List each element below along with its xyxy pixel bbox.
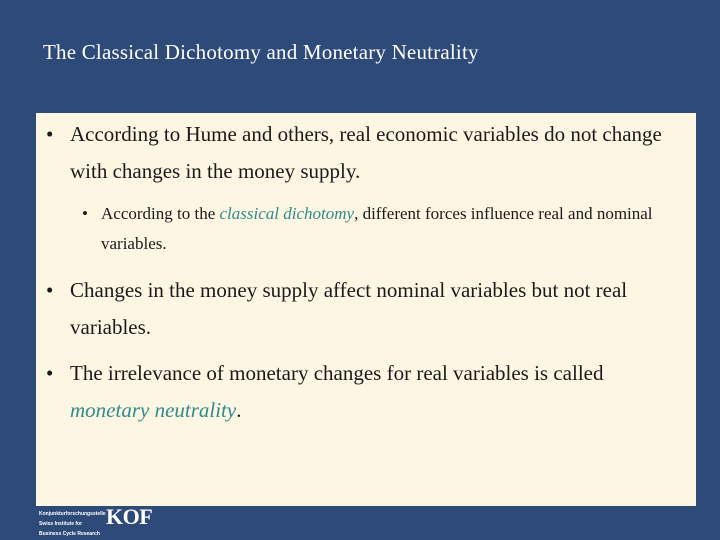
bullet-dot: • xyxy=(82,204,88,223)
bullet-3 xyxy=(46,355,676,429)
sub-bullet-1-pre: According to the xyxy=(101,204,220,223)
bullet-dot: • xyxy=(46,122,54,146)
bullet-3-pre: The irrelevance of monetary changes for real variables is called xyxy=(70,361,604,385)
bullet-3-post: . xyxy=(236,398,242,422)
bullet-1-text: According to Hume and others, real economic variables do not change with changes in the money supply. xyxy=(70,122,662,183)
bullet-1 xyxy=(46,116,676,190)
term-monetary-neutrality: monetary neutrality xyxy=(70,398,237,422)
slide-title: The Classical Dichotomy and Monetary Neutrality xyxy=(43,40,479,64)
bullet-3-text xyxy=(46,355,676,429)
bullet-dot: • xyxy=(46,361,54,385)
bullet-2-text: Changes in the money supply affect nominal variables but not real variables. xyxy=(70,278,628,339)
footer-line-3: Business Cycle Research xyxy=(39,531,100,537)
sub-bullet-1-text xyxy=(82,199,682,259)
footer-institution xyxy=(39,509,106,539)
footer-line-2: Swiss Institute for xyxy=(39,521,83,527)
bullet-2 xyxy=(46,272,686,346)
sub-bullet-1 xyxy=(82,199,682,259)
term-classical-dichotomy: classical dichotomy xyxy=(219,204,355,223)
footer-line-1: Konjunkturforschungsstelle xyxy=(39,511,106,517)
sub-bullet-1-post: , different forces influence real and nominal variables. xyxy=(101,204,653,253)
kof-logo: KOF xyxy=(106,504,153,529)
bullet-dot: • xyxy=(46,278,54,302)
